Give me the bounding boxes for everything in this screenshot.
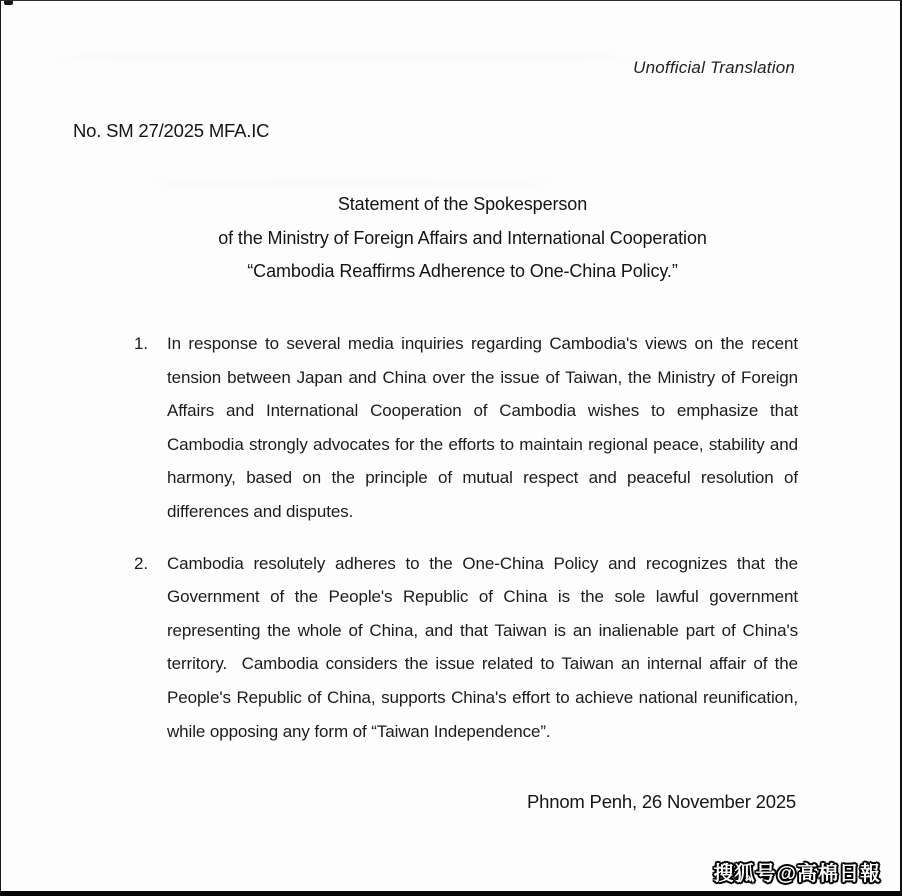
title-line-ministry: of the Ministry of Foreign Affairs and International Cooperation	[218, 227, 707, 248]
title-line-subject: “Cambodia Reaffirms Adherence to One-China Policy.”	[247, 261, 678, 281]
paragraph-1-number: 1.	[134, 334, 148, 353]
translation-note: Unofficial Translation	[633, 58, 795, 77]
document-title	[1, 188, 900, 289]
title-line-statement: Statement of the Spokesperson	[337, 194, 588, 214]
statement-body	[134, 327, 803, 748]
scan-artifact-corner-mark	[4, 1, 13, 5]
reference-number: No. SM 27/2025 MFA.IC	[73, 120, 270, 141]
scan-smudge	[141, 179, 561, 187]
paragraph-1	[134, 327, 803, 529]
paragraph-1-text: In response to several media inquiries regarding Cambodia's views on the recent tension between Japan and China over the issue of Taiwan, the Ministry of Foreign Affairs and International Cooperation of Cambodia wishes to emphasize that Cambodia strongly advocates for the efforts to maintain regional peace, stability and harmony, based on the principle of mutual respect and peaceful resolution of differences and disputes.	[167, 334, 803, 521]
paragraph-2	[134, 547, 803, 749]
watermark-sohu-khmer-daily: 搜狐号@高棉日報	[713, 863, 881, 885]
paragraph-2-text: Cambodia resolutely adheres to the One-China Policy and recognizes that the Government of the People's Republic of China is the sole lawful government representing the whole of China, and that Taiwan is an inalienable part of China's territory. Cambodia considers the issue related to Taiwan an internal affair of the People's Republic of China, supports China's effort to achieve national reunification, while opposing any form of “Taiwan Independence”.	[167, 553, 803, 741]
paragraph-2-number: 2.	[134, 553, 148, 573]
dateline: Phnom Penh, 26 November 2025	[527, 791, 796, 812]
scan-smudge	[56, 53, 636, 62]
